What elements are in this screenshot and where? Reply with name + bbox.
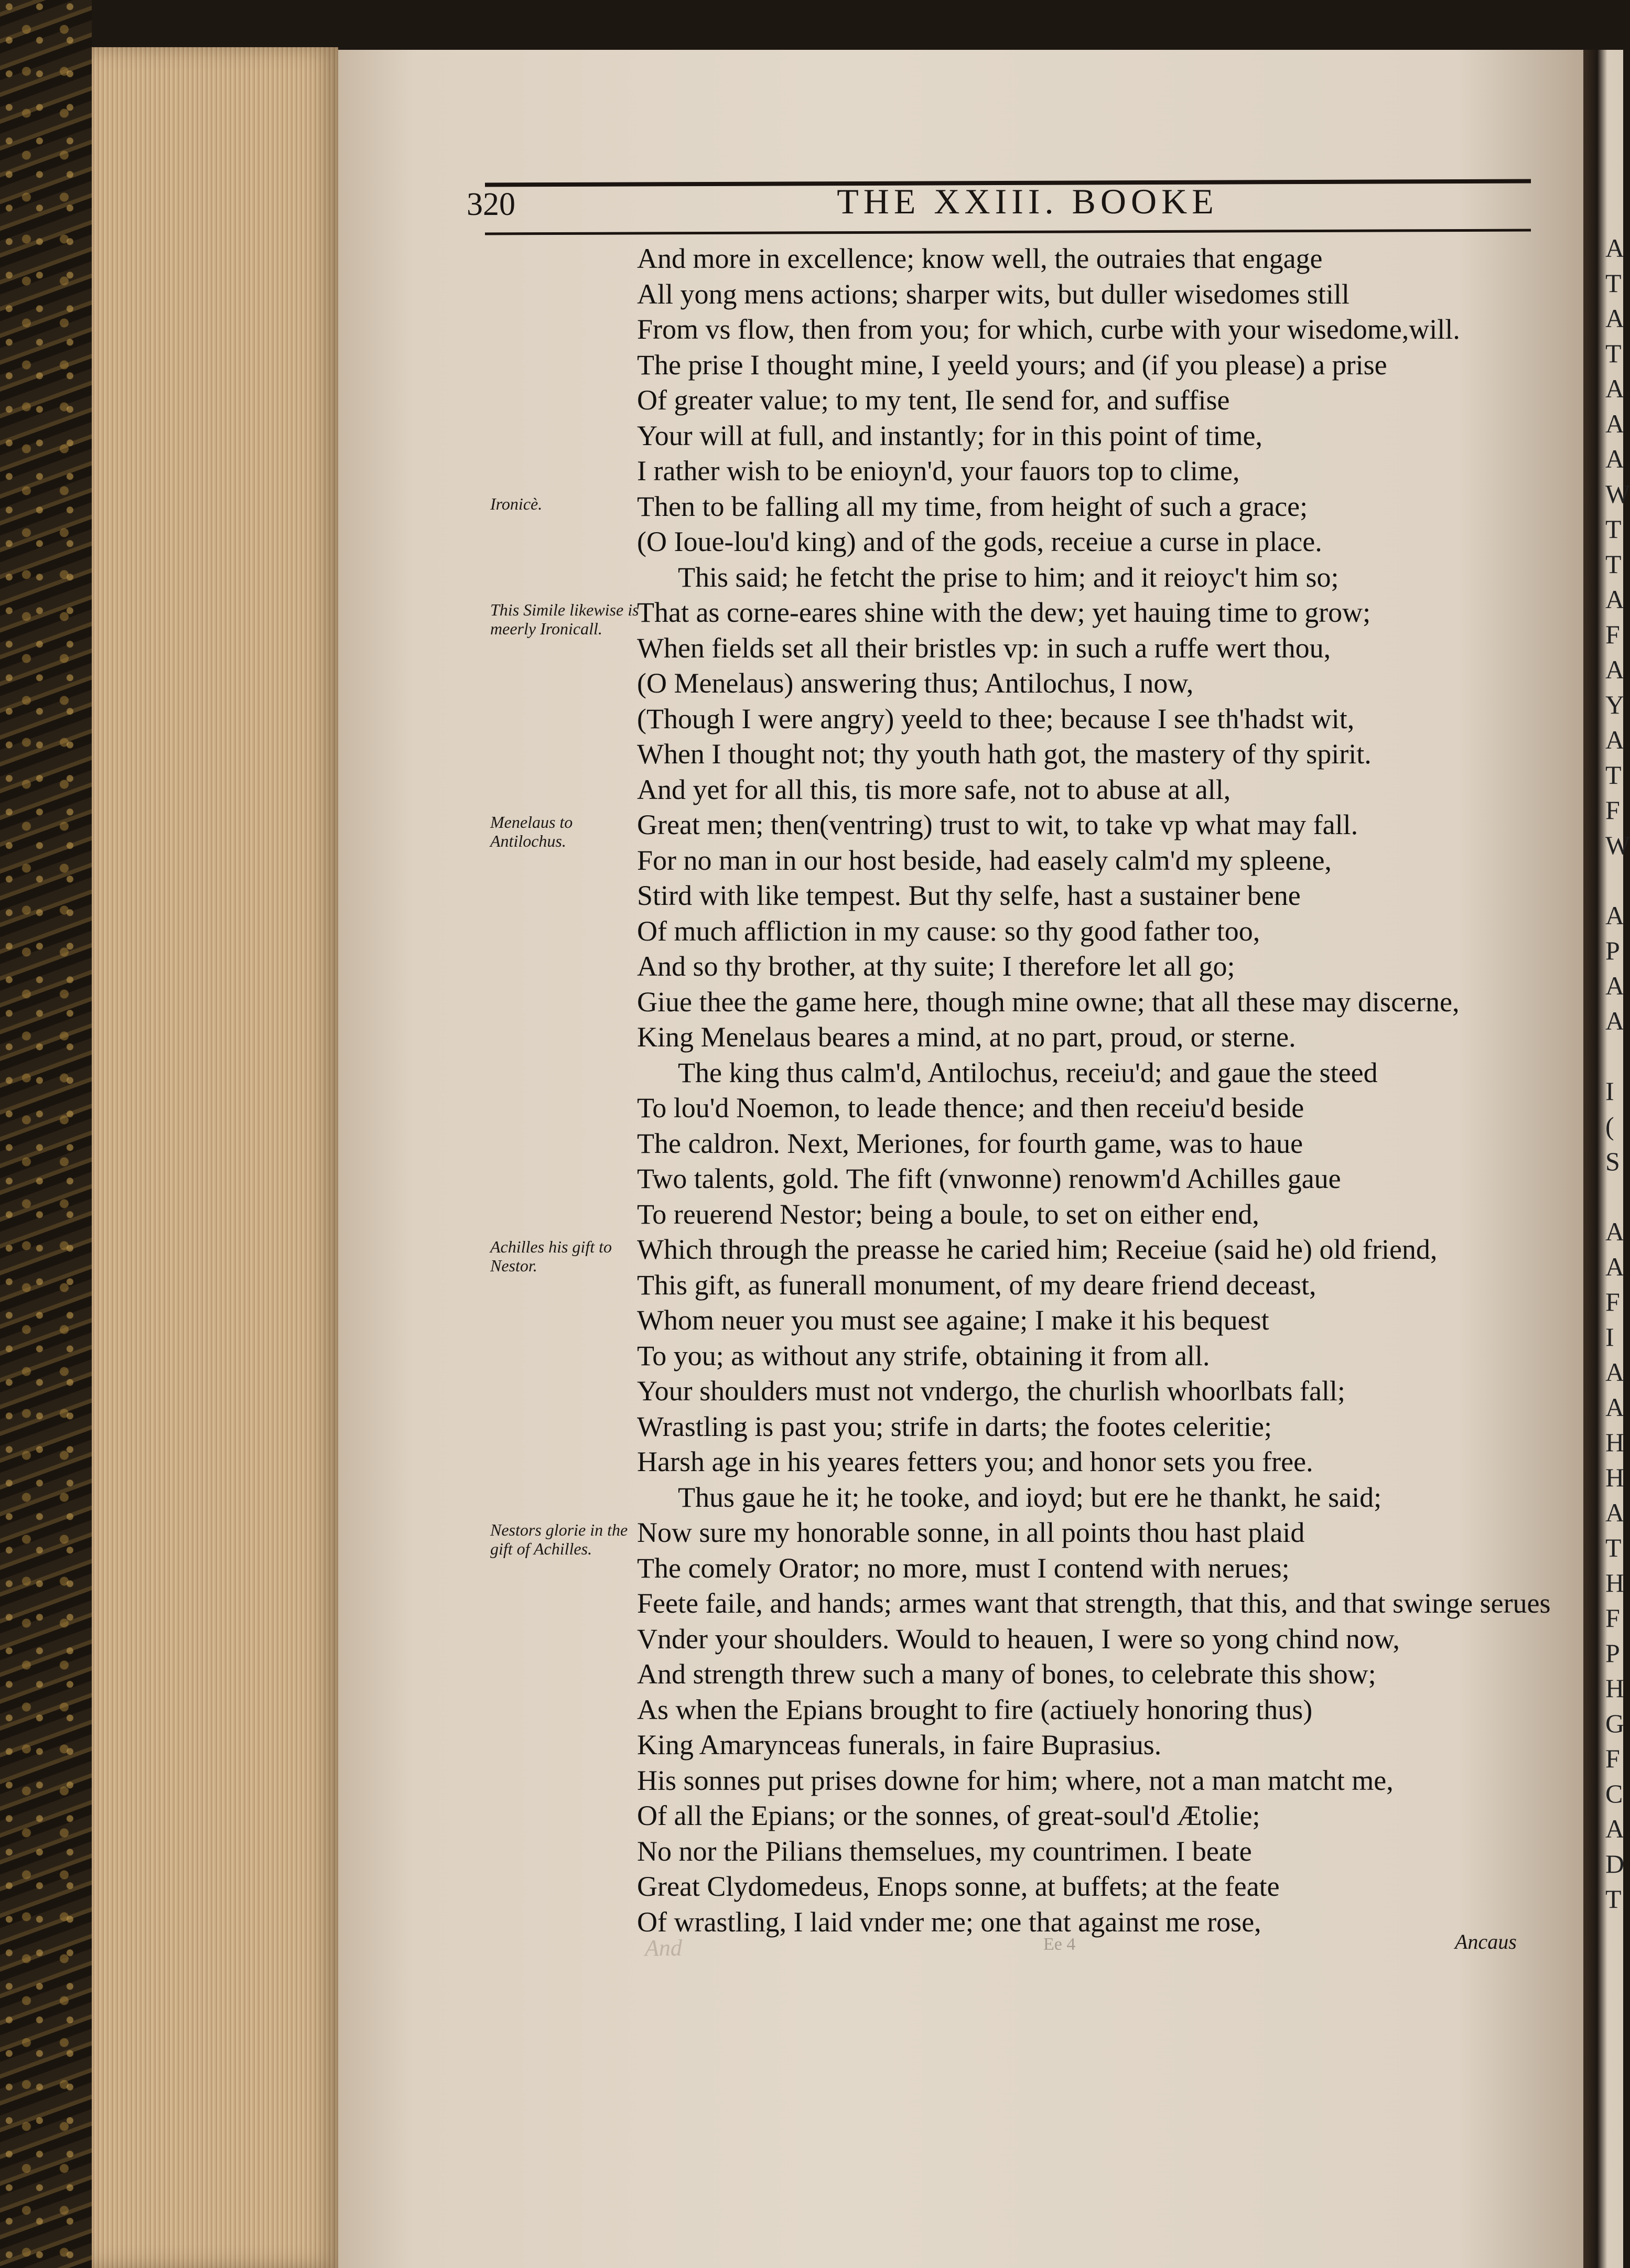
page-header — [467, 181, 1536, 228]
text-line: To lou'd Noemon, to leade thence; and then receiu'd beside — [637, 1092, 1304, 1124]
facing-letter: H — [1605, 1673, 1625, 1703]
facing-letter: D — [1605, 1849, 1625, 1878]
facing-letter: F — [1605, 1603, 1620, 1633]
facing-letter: F — [1605, 620, 1620, 649]
facing-letter: T — [1605, 1884, 1622, 1914]
show-through-text: And — [645, 1935, 682, 1961]
facing-letter: G — [1605, 1709, 1625, 1738]
facing-letter: A — [1605, 409, 1625, 438]
text-line: The prise I thought mine, I yeeld yours; and (if you please) a prise — [637, 349, 1387, 381]
text-line: King Menelaus beares a mind, at no part, proud, or sterne. — [637, 1021, 1296, 1053]
facing-letter: A — [1605, 655, 1625, 684]
text-line: This said; he fetcht the prise to him; and it reioyc't him so; — [678, 561, 1339, 593]
text-line: Great Clydomedeus, Enops sonne, at buffets; at the feate — [637, 1871, 1280, 1902]
page-edges — [92, 47, 338, 2268]
text-line: That as corne-eares shine with the dew; yet hauing time to grow; — [637, 597, 1371, 628]
text-line: Now sure my honorable sonne, in all points thou hast plaid — [637, 1517, 1305, 1548]
text-line: Of greater value; to my tent, Ile send for, and suffise — [637, 384, 1230, 416]
facing-letter: A — [1605, 233, 1625, 263]
facing-letter: A — [1605, 1814, 1625, 1843]
facing-letter: P — [1605, 936, 1620, 965]
text-line: As when the Epians brought to fire (actiuely honoring thus) — [637, 1693, 1313, 1725]
text-line: And strength threw such a many of bones, to celebrate this show; — [637, 1658, 1376, 1690]
running-head: THE XXIII. BOOKE — [837, 181, 1218, 221]
facing-letter: A — [1605, 725, 1625, 754]
facing-letter: T — [1605, 268, 1622, 298]
text-line: Harsh age in his yeares fetters you; and honor sets you free. — [637, 1446, 1313, 1477]
text-line: Your shoulders must not vndergo, the churlish whoorlbats fall; — [637, 1375, 1345, 1407]
page-number: 320 — [467, 187, 515, 222]
facing-letter: I — [1605, 1076, 1614, 1106]
facing-letter: T — [1605, 514, 1622, 544]
signature-mark: Ee 4 — [1043, 1935, 1076, 1954]
facing-letter — [1605, 1179, 1623, 1214]
text-line: (Though I were angry) yeeld to thee; because I see th'hadst wit, — [637, 703, 1355, 735]
text-line: Thus gaue he it; he tooke, and ioyd; but ere he thankt, he said; — [678, 1481, 1382, 1513]
facing-letter: A — [1605, 971, 1625, 1000]
facing-letter: F — [1605, 795, 1620, 825]
text-line: All yong mens actions; sharper wits, but duller wisedomes still — [637, 278, 1350, 310]
text-line: To reuerend Nestor; being a boule, to set on either end, — [637, 1198, 1259, 1230]
text-line: And yet for all this, tis more safe, not to abuse at all, — [637, 773, 1231, 805]
facing-letter: ( — [1605, 1111, 1614, 1141]
text-line: (O Menelaus) answering thus; Antilochus, I now, — [637, 667, 1194, 699]
margin-note: This Simile likewise is meerly Ironicall. — [490, 600, 639, 638]
facing-page-letters — [1605, 231, 1630, 1917]
book-binding — [0, 0, 92, 2268]
margin-note: Nestors glorie in the gift of Achilles. — [490, 1520, 628, 1558]
text-line: The king thus calm'd, Antilochus, receiu'd; and gaue the steed — [678, 1056, 1378, 1088]
text-line: The comely Orator; no more, must I contend with nerues; — [637, 1552, 1290, 1584]
text-line: And more in excellence; know well, the outraies that engage — [637, 243, 1323, 274]
facing-letter: A — [1605, 1217, 1625, 1246]
facing-letter: Y — [1605, 690, 1625, 719]
margin-note: Ironicè. — [490, 494, 543, 513]
facing-letter: C — [1605, 1779, 1623, 1808]
text-line: To you; as without any strife, obtaining it from all. — [637, 1340, 1210, 1371]
text-line: Of all the Epians; or the sonnes, of great-soul'd Ætolie; — [637, 1800, 1260, 1831]
facing-letter: A — [1605, 1498, 1625, 1527]
text-line: When I thought not; thy youth hath got, the mastery of thy spirit. — [637, 738, 1372, 770]
text-line: This gift, as funerall monument, of my deare friend deceast, — [637, 1269, 1316, 1301]
facing-letter: T — [1605, 1533, 1622, 1562]
facing-letter: A — [1605, 585, 1625, 614]
facing-letter — [1605, 863, 1623, 898]
text-line: When fields set all their bristles vp: in such a ruffe wert thou, — [637, 632, 1331, 664]
facing-letter: W — [1605, 830, 1630, 860]
facing-letter: I — [1605, 1322, 1614, 1352]
text-line: Vnder your shoulders. Would to heauen, I were so yong chind now, — [637, 1623, 1400, 1655]
facing-letter: W — [1605, 479, 1630, 509]
facing-letter: A — [1605, 304, 1625, 333]
text-line: No nor the Pilians themselues, my countrimen. I beate — [637, 1835, 1252, 1867]
facing-letter: F — [1605, 1287, 1620, 1316]
text-line: Then to be falling all my time, from height of such a grace; — [637, 490, 1308, 522]
catchword: Ancaus — [1455, 1930, 1517, 1953]
margin-note: Achilles his gift to Nestor. — [490, 1237, 612, 1275]
facing-letter — [1605, 1039, 1623, 1074]
text-line: For no man in our host beside, had easely calm'd my spleene, — [637, 844, 1332, 876]
facing-letter: T — [1605, 760, 1622, 790]
text-line: Of much affliction in my cause: so thy good father too, — [637, 915, 1260, 947]
facing-letter: A — [1605, 1357, 1625, 1387]
text-line: His sonnes put prises downe for him; where, not a man matcht me, — [637, 1764, 1394, 1796]
text-line: I rather wish to be enioyn'd, your fauors top to clime, — [637, 455, 1240, 487]
facing-letter: P — [1605, 1638, 1620, 1668]
facing-letter: T — [1605, 549, 1622, 579]
text-line: And so thy brother, at thy suite; I therefore let all go; — [637, 951, 1235, 982]
facing-letter: T — [1605, 339, 1622, 368]
text-line: Whom neuer you must see againe; I make it his bequest — [637, 1304, 1269, 1336]
facing-letter: A — [1605, 444, 1625, 473]
facing-letter: A — [1605, 1252, 1625, 1281]
text-line: Wrastling is past you; strife in darts; the footes celeritie; — [637, 1410, 1272, 1442]
text-line: The caldron. Next, Meriones, for fourth game, was to haue — [637, 1127, 1303, 1159]
facing-letter: H — [1605, 1428, 1625, 1457]
text-line: From vs flow, then from you; for which, curbe with your wisedome,will. — [637, 314, 1460, 345]
facing-letter: F — [1605, 1744, 1620, 1773]
margin-note: Menelaus to Antilochus. — [490, 813, 573, 850]
text-line: (O Ioue-lou'd king) and of the gods, receiue a curse in place. — [637, 526, 1322, 557]
text-line: Of wrastling, I laid vnder me; one that against me rose, — [637, 1906, 1261, 1938]
facing-letter: A — [1605, 901, 1625, 930]
facing-letter: S — [1605, 1147, 1620, 1176]
text-line: Feete faile, and hands; armes want that strength, that this, and that swinge serues — [637, 1587, 1551, 1619]
text-line: Giue thee the game here, though mine owne; that all these may discerne, — [637, 986, 1460, 1018]
text-line: Your will at full, and instantly; for in this point of time, — [637, 419, 1262, 451]
text-line: Stird with like tempest. But thy selfe, hast a sustainer bene — [637, 880, 1301, 911]
poem-text — [637, 241, 1551, 1940]
facing-letter: H — [1605, 1568, 1625, 1597]
facing-letter: A — [1605, 374, 1625, 403]
text-line: Which through the preasse he caried him; Receiue (said he) old friend, — [637, 1234, 1438, 1265]
facing-letter: H — [1605, 1463, 1625, 1492]
text-line: Great men; then(ventring) trust to wit, to take vp what may fall. — [637, 809, 1358, 840]
facing-letter: A — [1605, 1006, 1625, 1035]
facing-letter: A — [1605, 1392, 1625, 1422]
text-line: King Amarynceas funerals, in faire Buprasius. — [637, 1729, 1162, 1761]
text-line: Two talents, gold. The fift (vnwonne) renowm'd Achilles gaue — [637, 1163, 1341, 1194]
